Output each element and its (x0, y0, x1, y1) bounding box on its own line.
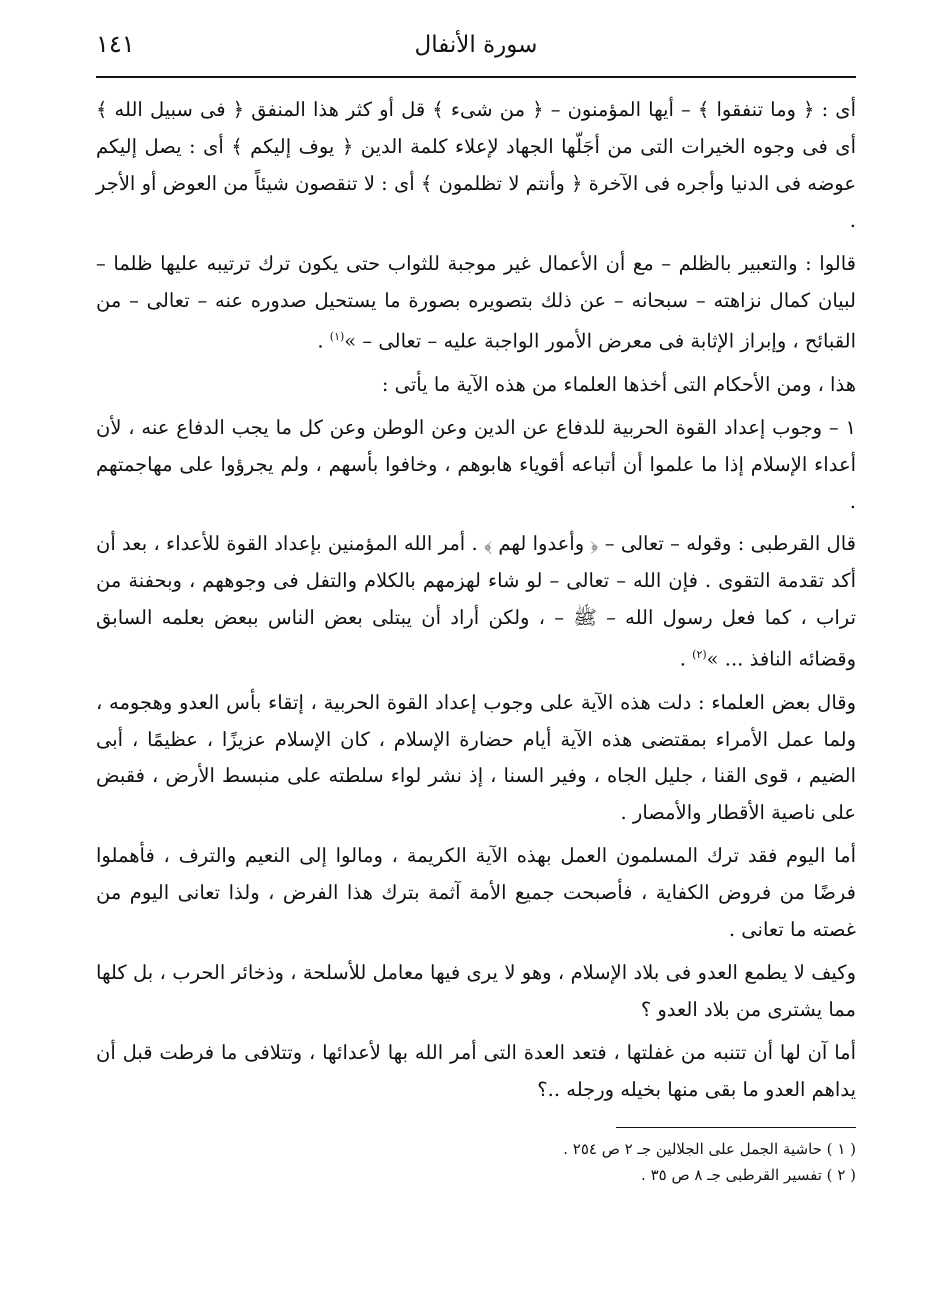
book-page (96, 18, 856, 1278)
page-number: ١٤١ (96, 30, 135, 58)
paragraph-6: وقال بعض العلماء : دلت هذه الآية على وجوب إعداد القوة الحربية ، إتقاء بأس العدو وهجومه ، ولما عمل الأمراء بمقتضى هذه الآية أيام حضارة الإسلام ، كان الإسلام عزيزًا ، عظيمًا ، أبى الضيم ، قوى القنا ، جليل الجاه ، وفير السنا ، إذ نشر لواء سلطته على منبسط الأرض ، فقبض على ناصية الأقطار والأمصار . (96, 690, 856, 825)
paragraph-5 (96, 526, 856, 678)
paragraph-2-text: قالوا : والتعبير بالظلم – مع أن الأعمال غير موجبة للثواب حتى يكون ترك ترتيبه عليها ظلما – لبيان كمال نزاهته – سبحانه – عن ذلك بتصويره بصورة ما يستحيل صدوره عنه – تعالى – من القبائح ، وإبراز الإثابة فى معرض الأمور الواجبة عليه – تعالى – » (96, 251, 856, 353)
footnote-2: ( ٢ ) تفسير القرطبى جـ ٨ ص ٣٥ . (641, 1165, 856, 1184)
footnotes (96, 1136, 856, 1188)
paragraph-7: أما اليوم فقد ترك المسلمون العمل بهذه الآية الكريمة ، ومالوا إلى النعيم والترف ، فأهملوا فرضًا من فروض الكفاية ، فأصبحت جميع الأمة آثمة بترك هذا الفرض ، ولذا تعانى اليوم من غصته ما تعانى . (96, 844, 856, 942)
footnote-1: ( ١ ) حاشية الجمل على الجلالين جـ ٢ ص ٢٥٤ . (563, 1139, 856, 1158)
paragraph-3: هذا ، ومن الأحكام التى أخذها العلماء من هذه الآية ما يأتى : (381, 372, 856, 396)
paragraph-9: أما آن لها أن تتنبه من غفلتها ، فتعد العدة التى أمر الله بها لأعدائها ، وتتلافى ما فرطت قبل أن يداهم العدو ما بقى منها بخيله ورجله ..؟ (96, 1040, 856, 1101)
paragraph-1: أى : ﴿ وما تنفقوا ﴾ – أيها المؤمنون – ﴿ من شىء ﴾ قل أو كثر هذا المنفق ﴿ فى سبيل الله ﴾ أى فى وجوه الخيرات التى من أجَلّها الجهاد لإعلاء كلمة الدين ﴿ يوف إليكم ﴾ أى : يصل إليكم عوضه فى الدنيا وأجره فى الآخرة ﴿ وأنتم لا تظلمون ﴾ أى : لا تنقصون شيئاً من العوض أو الأجر . (96, 98, 856, 232)
page-header (96, 18, 856, 76)
paragraph-2-end: . (317, 329, 330, 353)
paragraph-8: وكيف لا يطمع العدو فى بلاد الإسلام ، وهو لا يرى فيها معامل للأسلحة ، وذخائر الحرب ، بل كلها مما يشترى من بلاد العدو ؟ (96, 960, 856, 1021)
paragraph-2 (96, 246, 856, 361)
footnote-rule (616, 1127, 856, 1128)
body-text (96, 92, 856, 1109)
paragraph-4: ١ – وجوب إعداد القوة الحربية للدفاع عن الدين وعن الوطن وعن كل ما يجب الدفاع عنه ، لأن أعداء الإسلام إذا ما علموا أن أتباعه أقوياء هابوهم ، وخافوا بأسهم ، ولم يجرؤوا على مهاجمتهم . (96, 415, 856, 513)
running-title: سورة الأنفال (414, 32, 538, 58)
paragraph-5-end: . (679, 647, 693, 671)
paragraph-5-text: قال القرطبى : وقوله – تعالى – ﴿ وأعدوا لهم ﴾ . أمر الله المؤمنين بإعداد القوة للأعداء ، بعد أن أكد تقدمة التقوى . فإن الله – تعالى – لو شاء لهزمهم بالكلام والتفل فى وجوههم ، وبحفنة من تراب ، كما فعل رسول الله – ﷺ – ، ولكن أراد أن يبتلى بعض الناس ببعض بعلمه السابق وقضائه النافذ ... » (96, 532, 856, 671)
footnote-ref-2[interactable]: (٢) (692, 648, 707, 662)
footnote-ref-1[interactable]: (١) (329, 330, 345, 344)
header-rule (96, 76, 856, 78)
